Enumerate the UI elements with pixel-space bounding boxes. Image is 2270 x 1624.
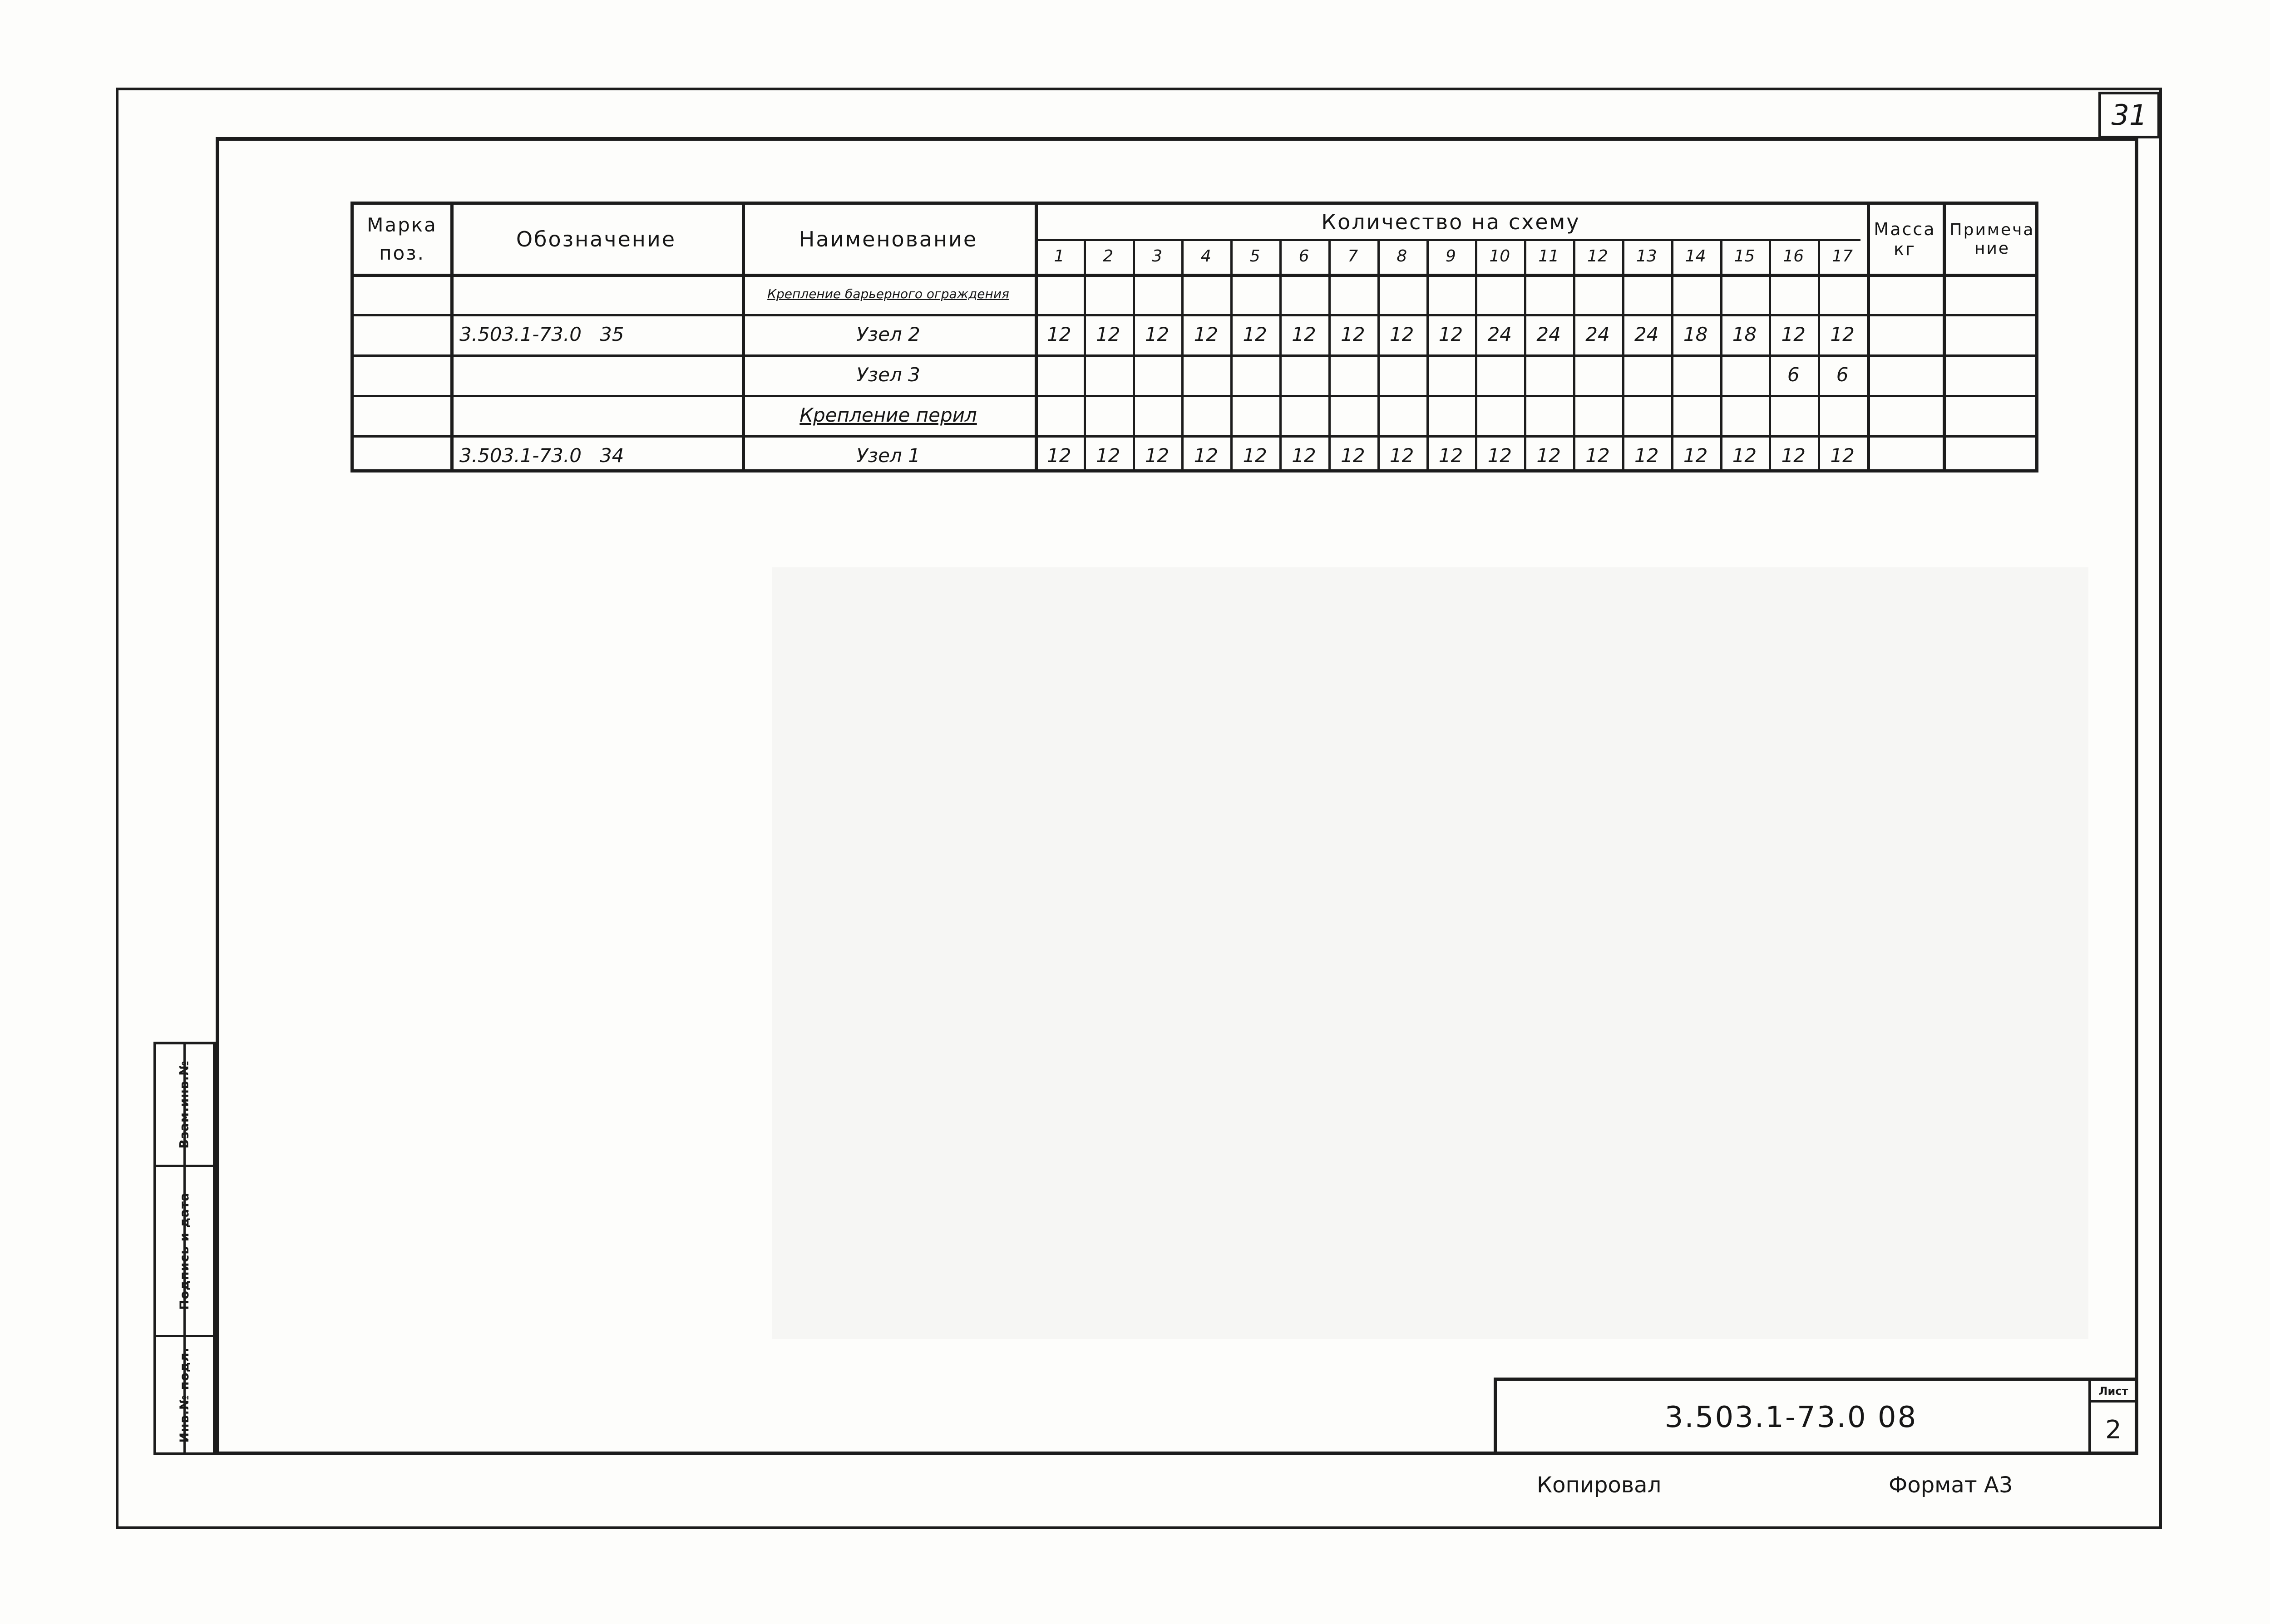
row-quantity: 18 xyxy=(1732,323,1757,345)
header-mass: Масса кг xyxy=(1874,219,1936,259)
header-note: Примечание xyxy=(1949,221,2035,258)
row-name: Узел 3 xyxy=(856,364,920,386)
row-quantity xyxy=(1622,354,1671,395)
row-quantity xyxy=(1475,395,1524,435)
row-quantity: 12 xyxy=(1830,444,1855,467)
scheme-number-header: 14 xyxy=(1685,247,1706,266)
scheme-number-header: 9 xyxy=(1446,247,1456,266)
side-stamp-divider xyxy=(183,1042,186,1455)
row-quantity xyxy=(1720,354,1769,395)
scheme-number-header: 1 xyxy=(1054,247,1065,266)
ghost-background xyxy=(772,567,2088,1339)
row-quantity: 12 xyxy=(1243,323,1267,345)
row-quantity: 6 xyxy=(1836,364,1849,386)
scheme-number-header: 4 xyxy=(1200,247,1211,266)
row-quantity xyxy=(1426,274,1476,314)
row-quantity xyxy=(1035,395,1084,435)
row-quantity: 12 xyxy=(1487,444,1512,467)
stamp-cell-inventory: Инв.№ подл. xyxy=(178,1347,192,1443)
row-quantity: 12 xyxy=(1781,323,1806,345)
row-quantity xyxy=(1475,354,1524,395)
row-quantity xyxy=(1230,395,1279,435)
row-designation xyxy=(450,274,742,314)
row-quantity xyxy=(1377,274,1426,314)
scheme-number-header: 13 xyxy=(1636,247,1657,266)
row-quantity xyxy=(1230,274,1279,314)
row-quantity xyxy=(1181,354,1230,395)
row-quantity xyxy=(1475,274,1524,314)
scheme-number-header: 3 xyxy=(1152,247,1162,266)
row-quantity xyxy=(1133,395,1182,435)
row-quantity xyxy=(1671,395,1720,435)
header-name: Наименование xyxy=(799,227,978,251)
row-quantity: 12 xyxy=(1145,444,1170,467)
row-designation: 3.503.1-73.0 34 xyxy=(459,444,624,467)
row-quantity: 12 xyxy=(1389,323,1414,345)
row-quantity xyxy=(1181,395,1230,435)
sheet-list-number: 2 xyxy=(2105,1415,2122,1445)
row-quantity xyxy=(1279,395,1328,435)
row-quantity xyxy=(1720,274,1769,314)
row-designation xyxy=(450,395,742,435)
header-designation: Обозначение xyxy=(516,227,676,251)
row-quantity xyxy=(1230,354,1279,395)
row-quantity: 12 xyxy=(1732,444,1757,467)
row-quantity xyxy=(1524,274,1573,314)
row-quantity: 12 xyxy=(1292,323,1316,345)
row-quantity xyxy=(1769,274,1818,314)
row-designation: 3.503.1-73.0 35 xyxy=(459,323,624,345)
row-quantity: 24 xyxy=(1585,323,1610,345)
scheme-number-header: 15 xyxy=(1734,247,1755,266)
row-quantity: 12 xyxy=(1830,323,1855,345)
row-quantity xyxy=(1622,274,1671,314)
row-quantity xyxy=(1084,274,1133,314)
row-quantity xyxy=(1035,354,1084,395)
row-name: Узел 1 xyxy=(856,444,920,467)
row-quantity xyxy=(1328,354,1377,395)
stamp-cell-signature: Подпись и дата xyxy=(156,1167,213,1337)
header-quantity: Количество на схему xyxy=(1321,209,1580,234)
row-quantity xyxy=(1524,395,1573,435)
scheme-number-header: 16 xyxy=(1783,247,1804,266)
stamp-cell-replaced: Взам.инв.№ xyxy=(156,1044,213,1167)
scheme-number-header: 6 xyxy=(1298,247,1309,266)
row-quantity xyxy=(1573,395,1622,435)
row-quantity: 12 xyxy=(1341,444,1365,467)
row-quantity xyxy=(1769,395,1818,435)
row-quantity xyxy=(1279,354,1328,395)
scheme-number-header: 8 xyxy=(1397,247,1407,266)
scheme-number-header: 10 xyxy=(1489,247,1510,266)
row-quantity: 12 xyxy=(1047,444,1071,467)
scheme-number-header: 7 xyxy=(1347,247,1358,266)
scheme-number-header: 2 xyxy=(1103,247,1114,266)
row-quantity xyxy=(1573,354,1622,395)
row-quantity: 18 xyxy=(1683,323,1708,345)
row-quantity xyxy=(1328,395,1377,435)
scheme-number-header: 11 xyxy=(1538,247,1559,266)
row-quantity: 12 xyxy=(1292,444,1316,467)
row-quantity: 24 xyxy=(1634,323,1659,345)
row-quantity: 12 xyxy=(1243,444,1267,467)
row-quantity: 12 xyxy=(1438,444,1463,467)
row-quantity xyxy=(1279,274,1328,314)
copied-label: Копировал xyxy=(1537,1472,1662,1498)
row-quantity: 6 xyxy=(1787,364,1800,386)
row-quantity: 12 xyxy=(1536,444,1561,467)
row-quantity: 12 xyxy=(1781,444,1806,467)
row-quantity: 12 xyxy=(1341,323,1365,345)
row-quantity xyxy=(1524,354,1573,395)
row-quantity xyxy=(1181,274,1230,314)
row-quantity xyxy=(1671,354,1720,395)
row-quantity xyxy=(1426,395,1476,435)
scheme-number-header: 5 xyxy=(1249,247,1260,266)
specification-table xyxy=(350,202,2038,472)
scheme-number-header: 17 xyxy=(1832,247,1853,266)
document-code: 3.503.1-73.0 08 xyxy=(1664,1401,1918,1434)
sheet-number: 31 xyxy=(2098,92,2160,138)
row-quantity xyxy=(1818,274,1867,314)
row-quantity: 24 xyxy=(1487,323,1512,345)
row-quantity: 24 xyxy=(1536,323,1561,345)
row-quantity: 12 xyxy=(1683,444,1708,467)
row-quantity: 12 xyxy=(1438,323,1463,345)
row-quantity xyxy=(1328,274,1377,314)
row-name: Крепление барьерного ограждения xyxy=(767,286,1009,301)
row-quantity: 12 xyxy=(1145,323,1170,345)
sheet-label: Лист xyxy=(2088,1380,2138,1403)
row-quantity: 12 xyxy=(1194,444,1219,467)
row-quantity xyxy=(1671,274,1720,314)
row-name: Крепление перил xyxy=(799,404,977,426)
row-quantity xyxy=(1133,354,1182,395)
row-quantity: 12 xyxy=(1047,323,1071,345)
row-quantity: 12 xyxy=(1634,444,1659,467)
row-quantity xyxy=(1720,395,1769,435)
row-quantity xyxy=(1035,274,1084,314)
row-quantity xyxy=(1818,395,1867,435)
row-quantity xyxy=(1377,395,1426,435)
row-quantity: 12 xyxy=(1096,323,1120,345)
row-quantity: 12 xyxy=(1389,444,1414,467)
row-quantity: 12 xyxy=(1194,323,1219,345)
row-quantity xyxy=(1622,395,1671,435)
scheme-number-header: 12 xyxy=(1587,247,1608,266)
row-quantity xyxy=(1133,274,1182,314)
format-label: Формат А3 xyxy=(1889,1472,2013,1498)
row-quantity xyxy=(1084,395,1133,435)
row-quantity xyxy=(1573,274,1622,314)
header-mark: Марка поз. xyxy=(367,214,437,264)
row-quantity: 12 xyxy=(1096,444,1120,467)
row-quantity: 12 xyxy=(1585,444,1610,467)
row-designation xyxy=(450,354,742,395)
row-name: Узел 2 xyxy=(856,323,920,345)
row-quantity xyxy=(1426,354,1476,395)
row-quantity xyxy=(1377,354,1426,395)
row-quantity xyxy=(1084,354,1133,395)
